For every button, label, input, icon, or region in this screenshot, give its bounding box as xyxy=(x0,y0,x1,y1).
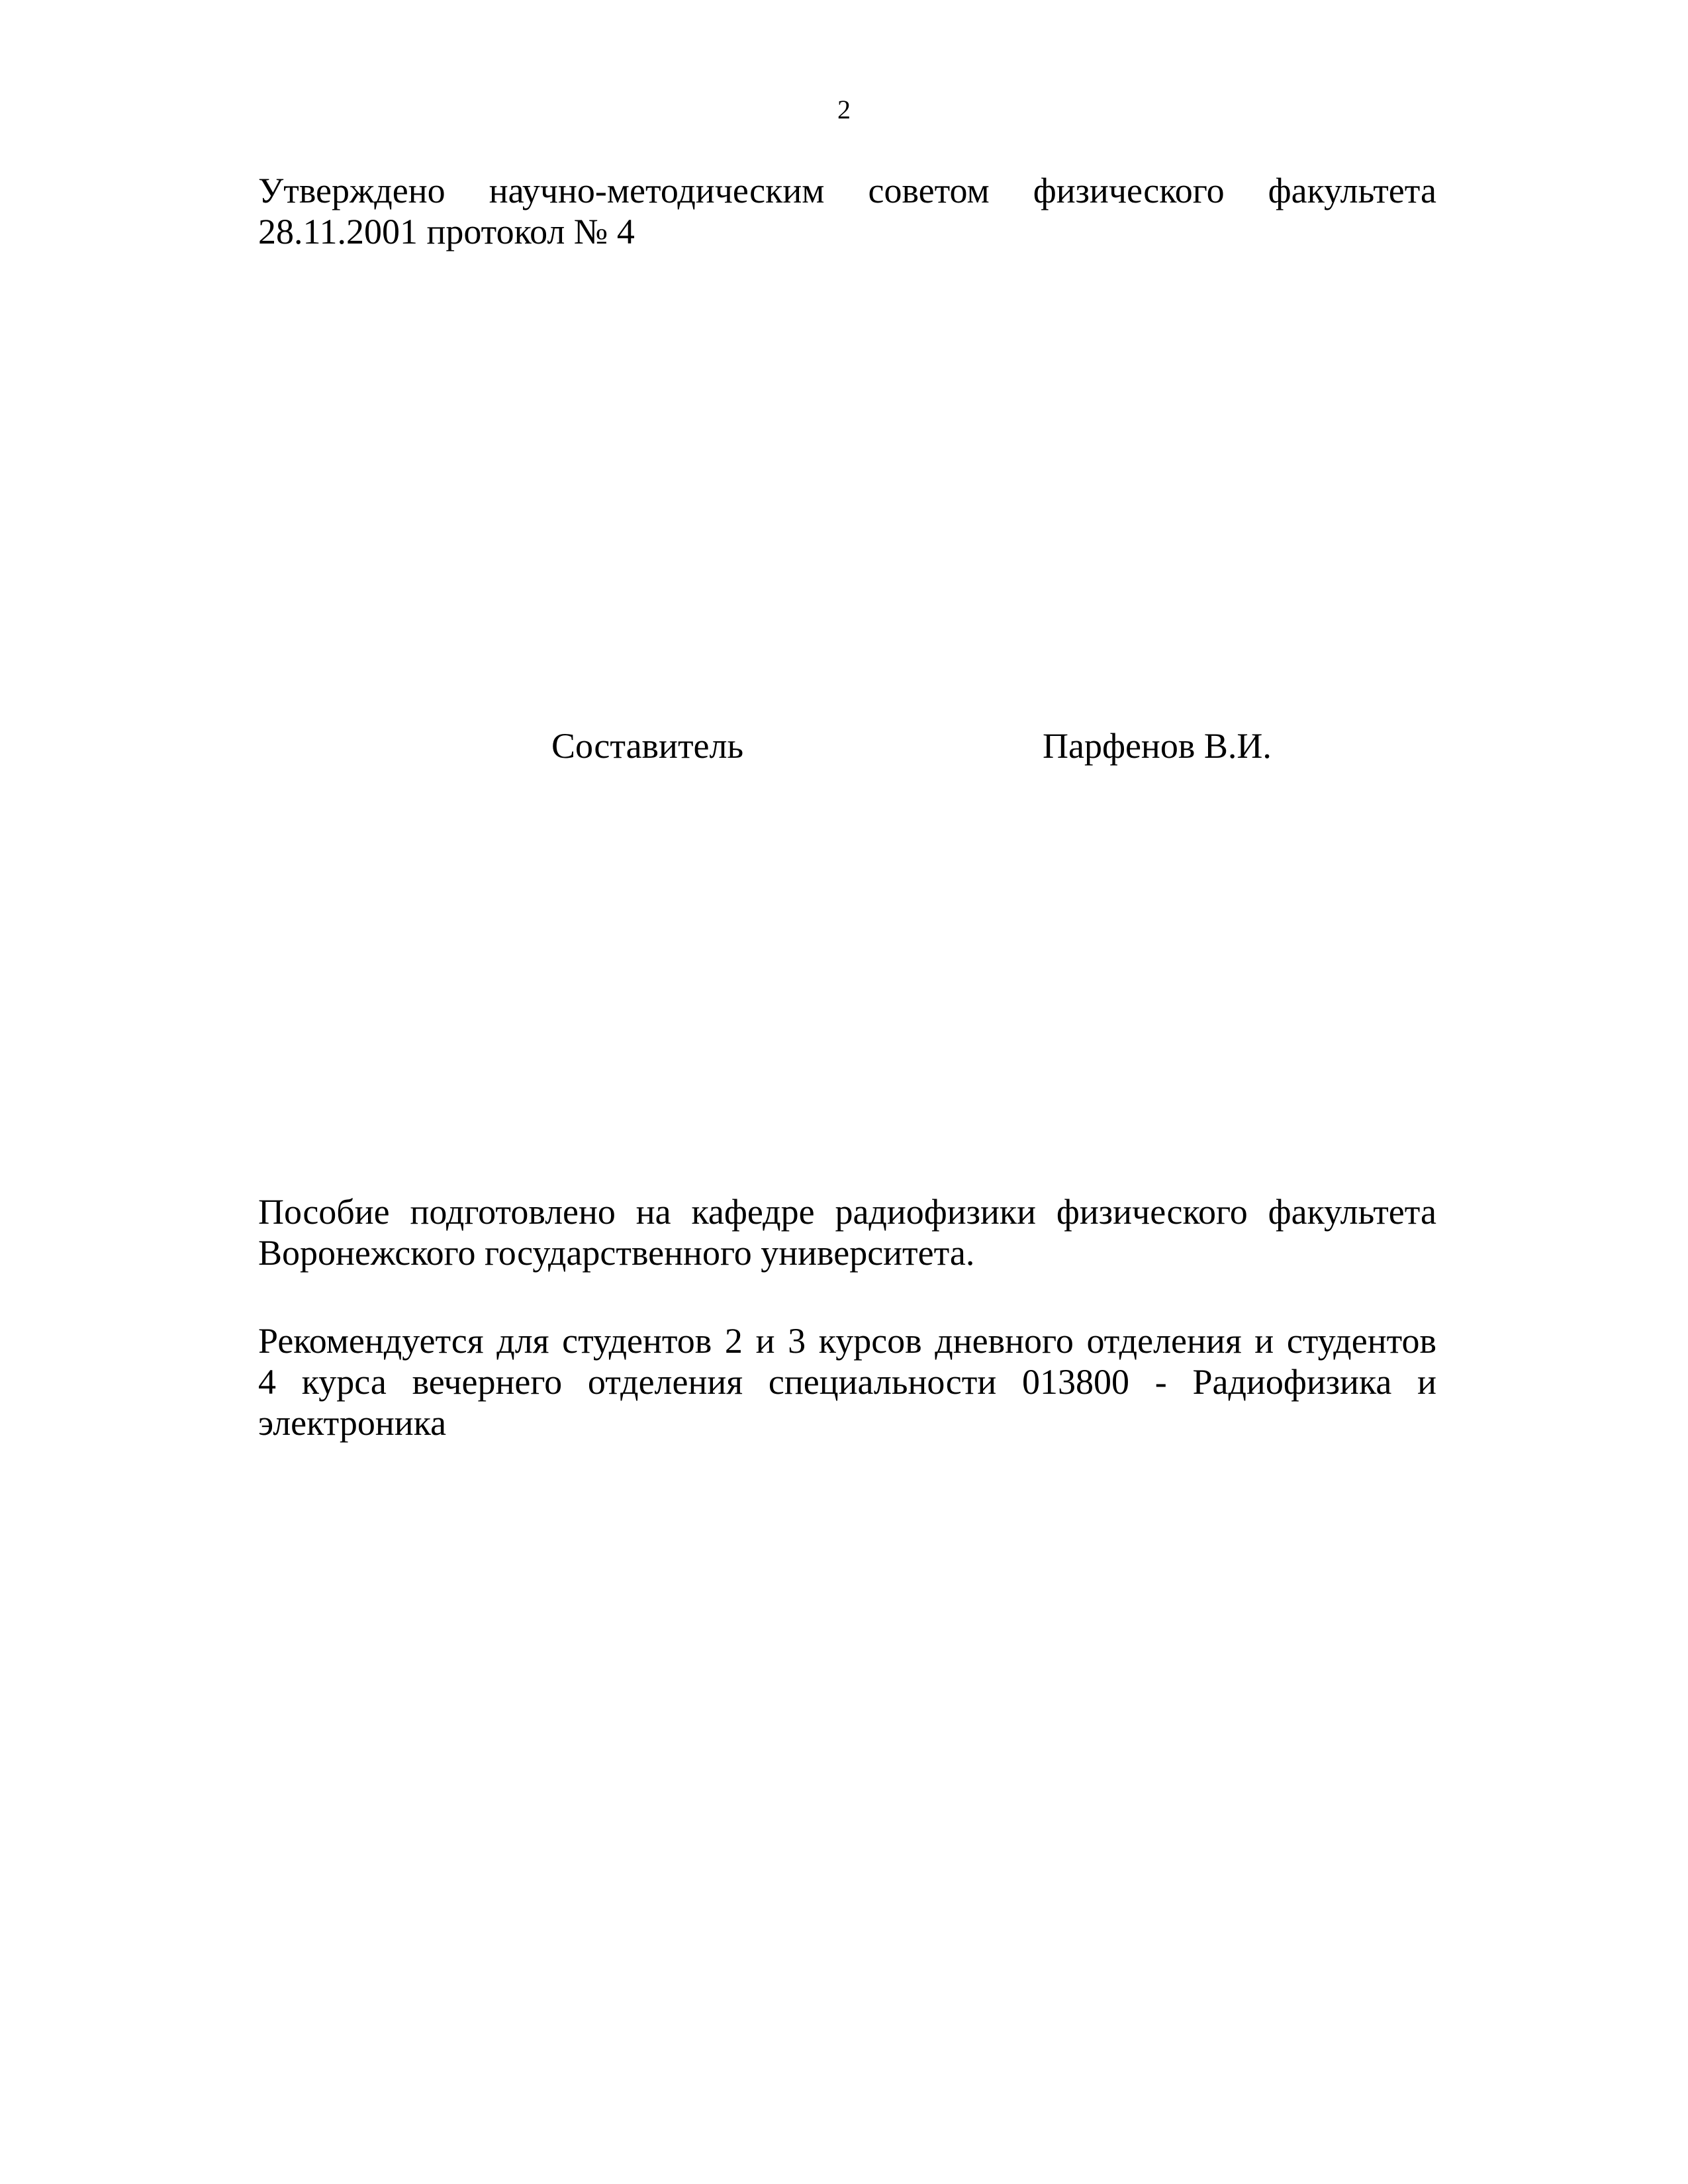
prepared-statement xyxy=(258,1191,1436,1273)
recommendation-statement xyxy=(258,1320,1436,1443)
recommendation-line-2: 4 курса вечернего отделения специальности 013800 - Радиофизика и xyxy=(258,1362,1436,1402)
compiler-label: Составитель xyxy=(551,726,744,766)
recommendation-line-3: электроника xyxy=(258,1403,447,1443)
approval-line-2: 28.11.2001 протокол № 4 xyxy=(258,212,635,251)
approval-line-1: Утверждено научно-методическим советом физического факультета xyxy=(258,171,1436,210)
compiler-name: Парфенов В.И. xyxy=(1043,726,1272,766)
page-number: 2 xyxy=(837,95,851,124)
prepared-line-2: Воронежского государственного университета. xyxy=(258,1233,975,1273)
approval-statement xyxy=(258,170,1436,252)
prepared-line-1: Пособие подготовлено на кафедре радиофизики физического факультета xyxy=(258,1192,1436,1232)
recommendation-line-1: Рекомендуется для студентов 2 и 3 курсов дневного отделения и студентов xyxy=(258,1321,1436,1361)
